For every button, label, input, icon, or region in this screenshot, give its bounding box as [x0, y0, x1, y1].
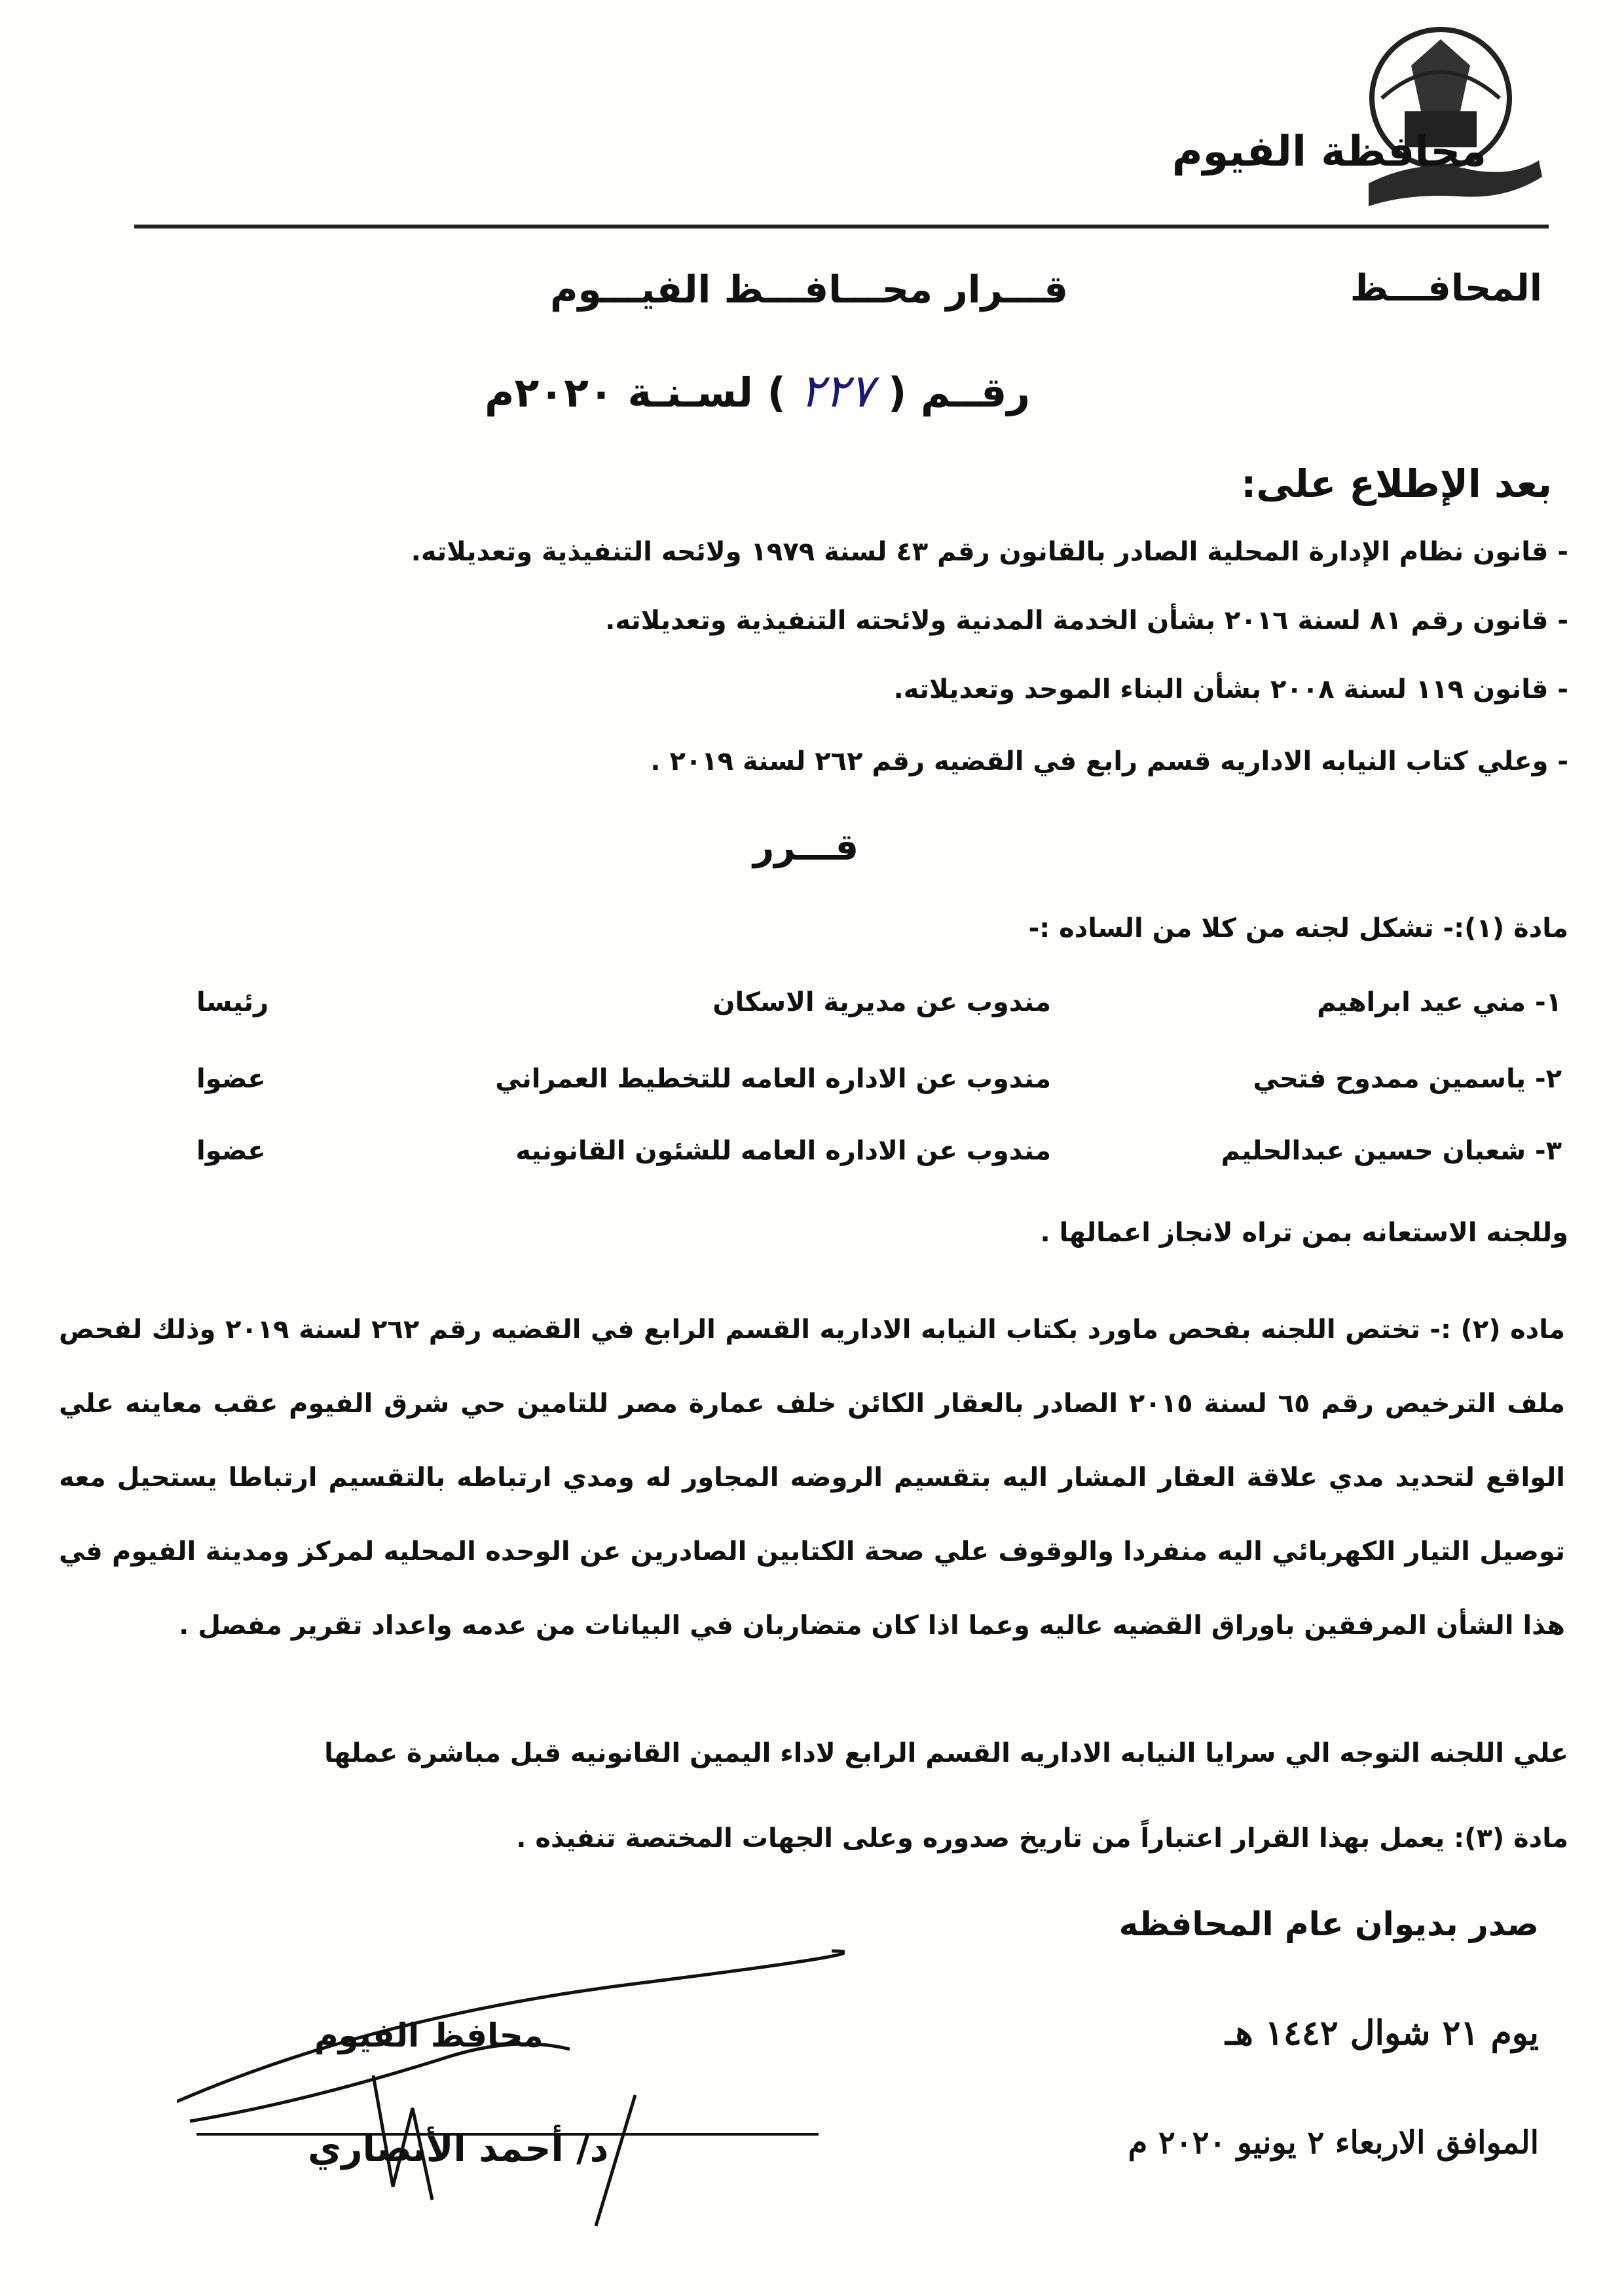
decision-number-handwritten: ٢٢٧	[800, 364, 874, 418]
decision-number-suffix: ) لسـنـة ٢٠٢٠م	[485, 369, 786, 416]
signature-mark	[177, 1938, 845, 2239]
decision-title: قـــرار محـــافـــظ الفيـــوم	[550, 267, 1069, 312]
article-1: مادة (١):- تشكل لجنه من كلا من الساده :-	[1028, 913, 1568, 943]
signer-name: د/ أحمد الأنصاري	[308, 2128, 609, 2170]
member-representation: مندوب عن الاداره العامه للشئون القانونيه	[515, 1136, 1051, 1166]
hijri-date: يوم ٢١ شوال ١٤٤٢ هـ	[1225, 2013, 1539, 2053]
member-role: رئيسا	[196, 987, 269, 1017]
issued-at: صدر بديوان عام المحافظه	[1118, 1905, 1539, 1943]
reference-item: - قانون رقم ٨١ لسنة ٢٠١٦ بشأن الخدمة المدنية ولائحته التنفيذية وتعديلاته.	[605, 606, 1568, 636]
oath-clause: علي اللجنه التوجه الي سرايا النيابه الاداريه القسم الرابع لاداء اليمين القانونيه قبل مباشرة عملها	[324, 1738, 1568, 1768]
decision-number-line	[485, 364, 1030, 418]
decided-heading: قـــرر	[753, 826, 859, 869]
member-name: ٢- ياسمين ممدوح فتحي	[1253, 1064, 1562, 1094]
member-representation: مندوب عن الاداره العامه للتخطيط العمراني	[495, 1064, 1051, 1094]
member-representation: مندوب عن مديرية الاسكان	[712, 987, 1051, 1017]
signer-title: محافظ الفيوم	[314, 2016, 544, 2054]
article-2: ماده (٢) :- تختص اللجنه بفحص ماورد بكتاب النيابه الاداريه القسم الرابع في القضيه رقم ٢٦٢ لسنة ٢٠١٩ وذلك لفحص ملف الترخيص رقم ٦٥ لسنة ٢٠١٥ الصادر بالعقار الكائن خلف عمارة مصر للتامين حي شرق الفيوم عقب معاينه علي الواقع لتحديد مدي علاقة العقار المشار اليه بتقسيم الروضه المجاور له ومدي ارتباطه بالتقسيم ارتباطا يستحيل معه توصيل التيار الكهربائي اليه منفردا والوقوف علي صحة الكتابين الصادرين عن الوحده المحليه لمركز ومدينة الفيوم في هذا الشأن المرفقين باوراق القضيه عاليه وعما اذا كان متضاربان في البيانات من عدمه واعداد تقرير مفصل .	[59, 1315, 1565, 1641]
member-name: ١- مني عيد ابراهيم	[1317, 987, 1562, 1017]
governorate-name: محافظة الفيوم	[1172, 128, 1486, 176]
assistance-clause: وللجنه الاستعانه بمن تراه لانجاز اعمالها .	[1040, 1218, 1568, 1248]
article-3: مادة (٣): يعمل بهذا القرار اعتباراً من تاريخ صدوره وعلى الجهات المختصة تنفيذه .	[516, 1823, 1568, 1853]
header-divider	[134, 225, 1549, 228]
decision-number-prefix: رقــم (	[887, 369, 1031, 416]
reference-item: - قانون ١١٩ لسنة ٢٠٠٨ بشأن البناء الموحد وتعديلاته.	[893, 674, 1568, 704]
member-role: عضوا	[196, 1064, 266, 1094]
reference-item: - وعلي كتاب النيابه الاداريه قسم رابع في القضيه رقم ٢٦٢ لسنة ٢٠١٩ .	[650, 746, 1568, 776]
preamble-heading: بعد الإطلاع على:	[1241, 462, 1552, 506]
member-name: ٣- شعبان حسين عبدالحليم	[1221, 1136, 1562, 1166]
governorate-logo	[1342, 20, 1552, 216]
member-role: عضوا	[196, 1136, 266, 1166]
reference-item: - قانون نظام الإدارة المحلية الصادر بالقانون رقم ٤٣ لسنة ١٩٧٩ ولائحه التنفيذية وتعديلاته.	[411, 537, 1568, 567]
governor-label: المحافـــظ	[1350, 267, 1542, 310]
gregorian-date: الموافق الاربعاء ٢ يونيو ٢٠٢٠ م	[1128, 2124, 1539, 2161]
